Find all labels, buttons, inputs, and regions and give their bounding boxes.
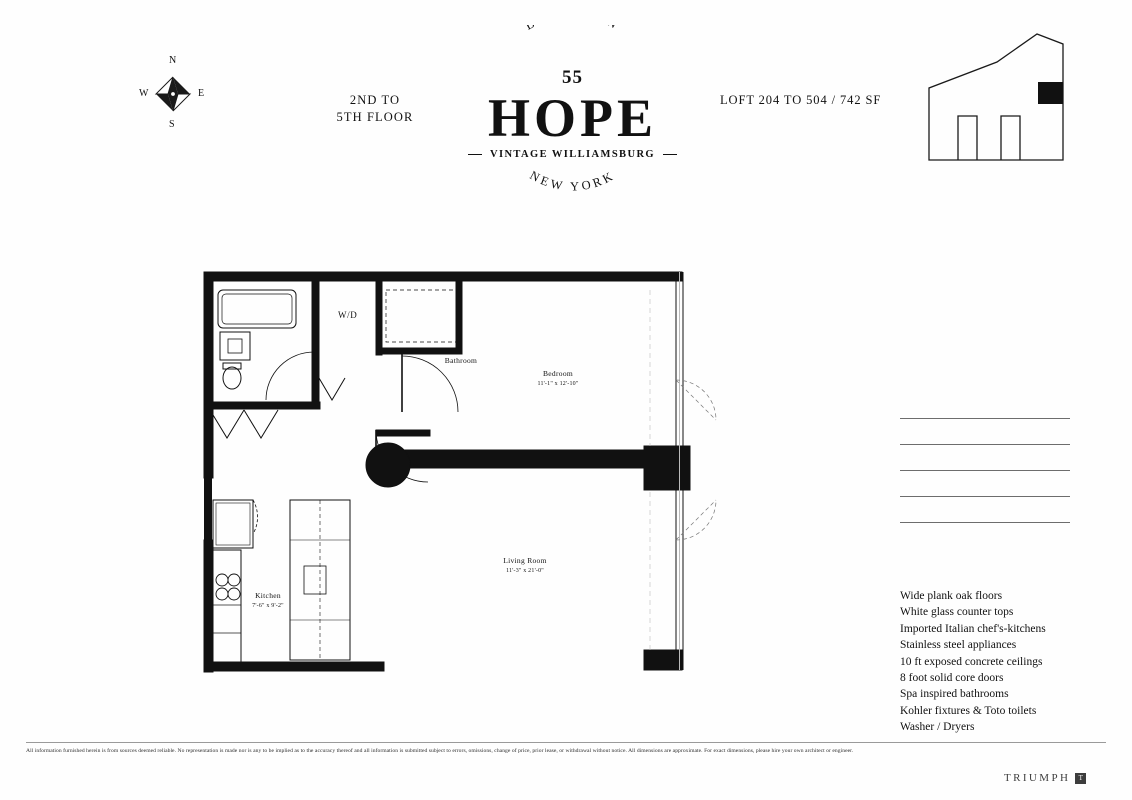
building-keyplan-icon — [925, 30, 1070, 165]
logo-rule-right — [663, 154, 677, 155]
feature-item: 10 ft exposed concrete ceilings — [900, 655, 1043, 668]
brand-mark-icon: T — [1075, 773, 1086, 784]
floor-range-line-1: 2ND TO — [349, 93, 401, 107]
brand-logo — [455, 25, 690, 206]
logo-number: 55 — [562, 67, 583, 88]
logo-word: HOPE — [487, 88, 657, 148]
note-line — [900, 470, 1070, 471]
room-label-bedroom: Bedroom 11'-1" x 12'-10" — [537, 369, 579, 387]
feature-item: Kohler fixtures & Toto toilets — [900, 704, 1037, 717]
notes-rule-lines — [900, 418, 1070, 548]
floor-range — [320, 92, 430, 126]
note-line — [900, 418, 1070, 419]
features-list — [900, 588, 1100, 736]
room-label-bathroom: Bathroom — [444, 356, 478, 365]
compass-label-east: E — [198, 88, 205, 99]
feature-item: Washer / Dryers — [900, 721, 975, 734]
floor-range-line-2: 5TH FLOOR — [336, 110, 414, 124]
svg-text:NEW YORK: NEW YORK — [527, 168, 618, 194]
floor-plan-drawing — [180, 250, 760, 690]
compass-rose — [138, 55, 208, 133]
logo-arc-bottom — [455, 160, 690, 206]
feature-item: Spa inspired bathrooms — [900, 688, 1009, 701]
feature-item: Stainless steel appliances — [900, 639, 1017, 652]
note-line — [900, 522, 1070, 523]
feature-item: 8 foot solid core doors — [900, 672, 1004, 685]
feature-item: White glass counter tops — [900, 606, 1014, 619]
loft-info: LOFT 204 TO 504 / 742 SF — [720, 93, 882, 107]
compass-label-west: W — [139, 88, 149, 99]
room-label-living-room: Living Room 11'-3" x 21'-0" — [503, 556, 547, 574]
washer-dryer-label: W/D — [338, 310, 358, 320]
feature-item: Wide plank oak floors — [900, 590, 1003, 602]
brand-name: TRIUMPH — [1004, 772, 1071, 784]
note-line — [900, 496, 1070, 497]
logo-subtitle: VINTAGE WILLIAMSBURG — [489, 149, 655, 160]
compass-label-south: S — [169, 119, 176, 130]
logo-subtitle-row — [455, 149, 690, 160]
room-label-kitchen: Kitchen 7'-6" x 9'-2" — [252, 591, 284, 609]
footer-divider — [26, 742, 1106, 743]
logo-arc-top — [455, 25, 690, 71]
feature-item: Imported Italian chef's-kitchens — [900, 622, 1046, 635]
note-line — [900, 444, 1070, 445]
disclaimer-text: All information furnished herein is from sources deemed reliable. No representation is made nor is any to be implied as to the accuracy thereof and all information is submitted subject to errors, omissions, change of price, prior lease, or withdrawal without notice. All dimensions are approximate. For exact dimensions, please hire your own architect or engineer. — [26, 748, 854, 754]
floor-plan-svg — [180, 250, 760, 690]
svg-text:BROOKLYN — [523, 25, 623, 33]
compass-label-north: N — [169, 55, 177, 66]
building-keyplan — [925, 30, 1070, 165]
logo-rule-left — [468, 154, 482, 155]
brand-footer — [1004, 772, 1086, 784]
